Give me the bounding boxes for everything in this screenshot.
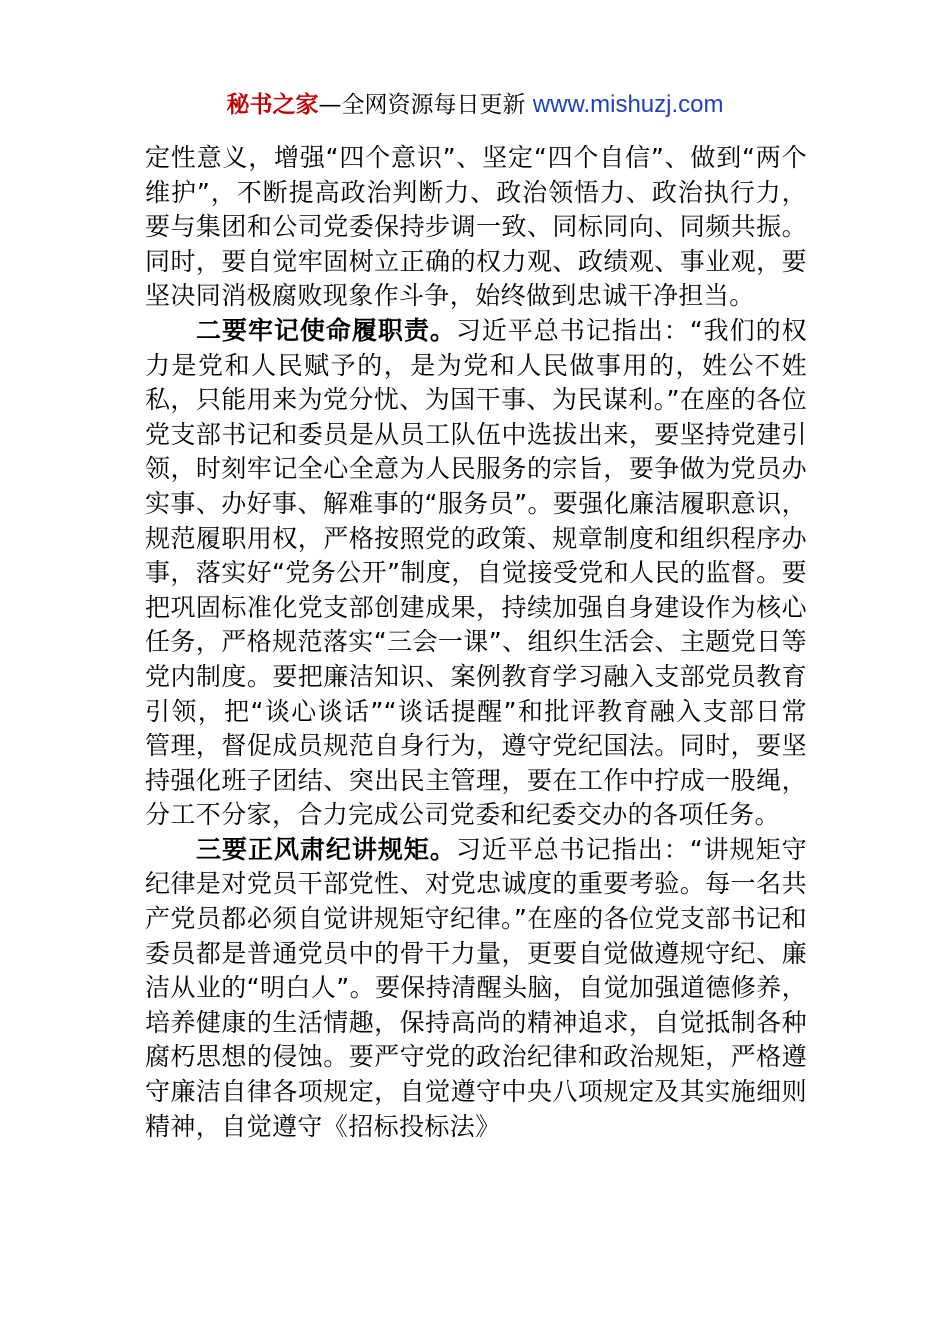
paragraph-3	[145, 833, 807, 1144]
paragraph-lead: 三要正风肃纪讲规矩。	[196, 834, 456, 864]
site-url-link[interactable]: www.mishuzj.com	[532, 91, 724, 118]
page-header	[0, 88, 950, 122]
brand-name: 秘书之家	[226, 92, 319, 118]
paragraph-text: 习近平总书记指出：“讲规矩守纪律是对党员干部党性、对党忠诚度的重要考验。每一名共产党员都必须自觉讲规矩守纪律。”在座的各位党支部书记和委员都是普通党员中的骨干力量，更要自觉做遵规守纪、廉洁从业的“明白人”。要保持清醒头脑，自觉加强道德修养，培养健康的生活情趣，保持高尚的精神追求，自觉抵制各种腐朽思想的侵蚀。要严守党的政治纪律和政治规矩，严格遵守廉洁自律各项规定，自觉遵守中央八项规定及其实施细则精神，自觉遵守《招标投标法》	[145, 834, 807, 1141]
header-tagline: —全网资源每日更新	[318, 92, 533, 118]
paragraph-1	[145, 141, 807, 314]
paragraph-lead: 二要牢记使命履职责。	[196, 315, 456, 345]
document-body	[145, 141, 807, 1144]
paragraph-text: 习近平总书记指出：“我们的权力是党和人民赋予的，是为党和人民做事用的，姓公不姓私，只能用来为党分忧、为国干事、为民谋利。”在座的各位党支部书记和委员是从员工队伍中选拔出来，要坚持党建引领，时刻牢记全心全意为人民服务的宗旨，要争做为党员办实事、办好事、解难事的“服务员”。要强化廉洁履职意识，规范履职用权，严格按照党的政策、规章制度和组织程序办事，落实好“党务公开”制度，自觉接受党和人民的监督。要把巩固标准化党支部创建成果，持续加强自身建设作为核心任务，严格规范落实“三会一课”、组织生活会、主题党日等党内制度。要把廉洁知识、案例教育学习融入支部党员教育引领，把“谈心谈话”“谈话提醒”和批评教育融入支部日常管理，督促成员规范自身行为，遵守党纪国法。同时，要坚持强化班子团结、突出民主管理，要在工作中拧成一股绳，分工不分家，合力完成公司党委和纪委交办的各项任务。	[145, 315, 807, 830]
paragraph-text: 定性意义，增强“四个意识”、坚定“四个自信”、做到“两个维护”，不断提高政治判断力、政治领悟力、政治执行力，要与集团和公司党委保持步调一致、同标同向、同频共振。同时，要自觉牢固树立正确的权力观、政绩观、事业观，要坚决同消极腐败现象作斗争，始终做到忠诚干净担当。	[145, 143, 807, 311]
paragraph-2	[145, 314, 807, 833]
